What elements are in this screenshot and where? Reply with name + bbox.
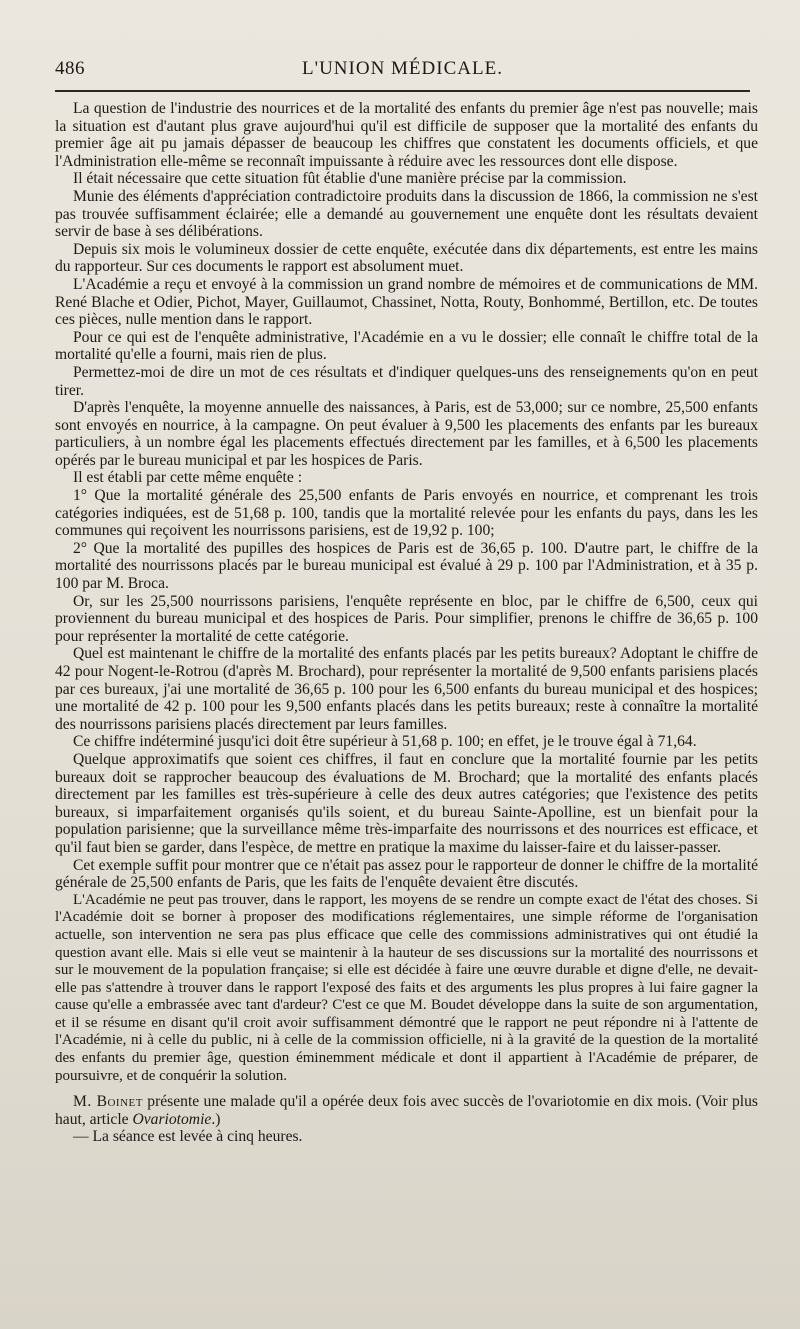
article-body — [55, 100, 758, 1146]
paragraph: Or, sur les 25,500 nourrissons parisiens, l'enquête représente en bloc, par le chiffre de 6,500, ceux qui proviennent du bureau municipal et des hospices de Paris. Pour simplifier, prenons le chiffre de 36,65 p. 100 pour représenter la mortalité de cette catégorie. — [55, 592, 758, 645]
paragraph: L'Académie a reçu et envoyé à la commission un grand nombre de mémoires et de communications de MM. René Blache et Odier, Pichot, Mayer, Guillaumot, Chassinet, Notta, Routy, Bonhommé, Bertillon, etc. De toutes ces pièces, nulle mention dans le rapport. — [55, 275, 758, 329]
running-title: L'UNION MÉDICALE. — [302, 58, 503, 79]
paragraph: 2° Que la mortalité des pupilles des hospices de Paris est de 36,65 p. 100. D'autre part, le chiffre de la mortalité des nourrissons placés par le bureau municipal est évalué à 29 p. 100 par l'Administration, et à 35 p. 100 par M. Broca. — [55, 539, 758, 593]
boinet-name: M. Boinet — [73, 1093, 143, 1111]
paragraph: Il était nécessaire que cette situation fût établie d'une manière précise par la commission. — [73, 170, 627, 188]
paragraph: La question de l'industrie des nourrices et de la mortalité des enfants du premier âge n'est pas nouvelle; mais la situation est d'autant plus grave aujourd'hui qu'il est difficile de supposer que la mortalité des enfants du premier âge ait pu jamais dépasser de beaucoup les chiffres que constatent les documents officiels, et que l'Administration elle-même se reconnaît impuissante à réduire avec les ressources dont elle dispose. — [55, 100, 758, 170]
paragraph: Quelque approximatifs que soient ces chiffres, il faut en conclure que la mortalité fournie par les petits bureaux doit se rapprocher beaucoup des évaluations de M. Brochard; que la mortalité des enfants placés directement par les familles est très-supérieure à celle des deux autres catégories; que l'existence des petits bureaux, si imparfaitement organisés qu'ils soient, et du bureau Sainte-Apolline, est un bienfait pour la population parisienne; que la surveillance même très-imparfaite des nourrissons et des nourrices est efficace, et qu'il faut bien se garder, dans l'espèce, de mettre en pratique la maxime du laisser-faire et du laisser-passer. — [55, 750, 758, 856]
paragraph: Ce chiffre indéterminé jusqu'ici doit être supérieur à 51,68 p. 100; en effet, je le trouve égal à 71,64. — [73, 733, 697, 751]
boinet-end: .) — [211, 1110, 221, 1128]
header-rule — [55, 90, 750, 92]
paragraph: Munie des éléments d'appréciation contradictoire produits dans la discussion de 1866, la commission ne s'est pas trouvée suffisamment éclairée; elle a demandé au gouvernement une enquête dont les résultats devaient servir de base à ses délibérations. — [55, 187, 758, 241]
page-number: 486 — [55, 58, 85, 79]
boinet-text: présente une malade qu'il a opérée deux fois avec succès de l'ovariotomie en dix mois. (Voir plus haut, article — [55, 1093, 758, 1128]
boinet-note — [55, 1093, 758, 1128]
paragraph: Pour ce qui est de l'enquête administrative, l'Académie en a vu le dossier; elle connaît le chiffre total de la mortalité qu'elle a fourni, mais rien de plus. — [55, 328, 758, 364]
boinet-article: Ovariotomie — [132, 1110, 212, 1128]
paragraph: Permettez-moi de dire un mot de ces résultats et d'indiquer quelques-uns des renseignements qu'on en peut tirer. — [55, 363, 758, 399]
paragraph: L'Académie ne peut pas trouver, dans le rapport, les moyens de se rendre un compte exact de l'état des choses. Si l'Académie doit se borner à proposer des modifications réglementaires, une simple réforme de l'organisation actuelle, son intervention ne sera pas plus efficace que celle des commissions administratives qui ont étudié la question avant elle. Mais si elle veut se maintenir à la hauteur de ses discussions sur la mortalité des nourrissons et sur le mouvement de la population française; si elle est décidée à faire une œuvre durable et digne d'elle, ne devait-elle pas s'attendre à trouver dans le rapport l'exposé des faits et des arguments les plus propres à lui faire gagner la cause qu'elle a embrassée avec tant d'ardeur? C'est ce que M. Boudet développe dans la suite de son argumentation, et il se résume en disant qu'il croit avoir suffisamment démontré que le rapport ne peut répondre ni à l'attente de l'Académie, ni à celle du public, ni à celle de la commission officielle, ni à la gravité de la question de la mortalité des enfants du premier âge, question éminemment médicale et dont il appartient à l'Académie de préparer, de poursuivre, et de conquérir la solution. — [55, 891, 758, 1084]
paragraph: Quel est maintenant le chiffre de la mortalité des enfants placés par les petits bureaux? Adoptant le chiffre de 42 pour Nogent-le-Rotrou (d'après M. Brochard), pour représenter la mortalité de 9,500 enfants parisiens placés par ces bureaux, j'ai une mortalité de 36,65 p. 100 pour les 6,500 enfants du bureau municipal et des hospices; une mortalité de 42 p. 100 pour les 9,500 enfants placés dans les petits bureaux; reste à connaître la mortalité des nourrissons parisiens placés directement par leurs familles. — [55, 645, 758, 733]
paragraph: D'après l'enquête, la moyenne annuelle des naissances, à Paris, est de 53,000; sur ce nombre, 25,500 enfants sont envoyés en nourrice, à la campagne. On peut évaluer à 9,500 les placements des enfants par les bureaux particuliers, à un nombre égal les placements effectués directement par les familles, et à 6,500 les placements opérés par le bureau municipal et par les hospices de Paris. — [55, 399, 758, 469]
paragraph: 1° Que la mortalité générale des 25,500 enfants de Paris envoyés en nourrice, et comprenant les trois catégories indiquées, est de 51,68 p. 100, tandis que la mortalité relevée pour les enfants du pays, dans les les communes qui reçoivent les nourrissons parisiens, est de 19,92 p. 100; — [55, 487, 758, 540]
page-header — [55, 58, 750, 88]
paragraph: Depuis six mois le volumineux dossier de cette enquête, exécutée dans dix départements, est entre les mains du rapporteur. Sur ces documents le rapport est absolument muet. — [55, 240, 758, 276]
paragraph: Cet exemple suffit pour montrer que ce n'était pas assez pour le rapporteur de donner le chiffre de la mortalité générale de 25,500 enfants de Paris, que les faits de l'enquête devaient être discutés. — [55, 856, 758, 892]
paragraph: Il est établi par cette même enquête : — [73, 469, 303, 487]
adjournment-line: — La séance est levée à cinq heures. — [73, 1128, 303, 1146]
